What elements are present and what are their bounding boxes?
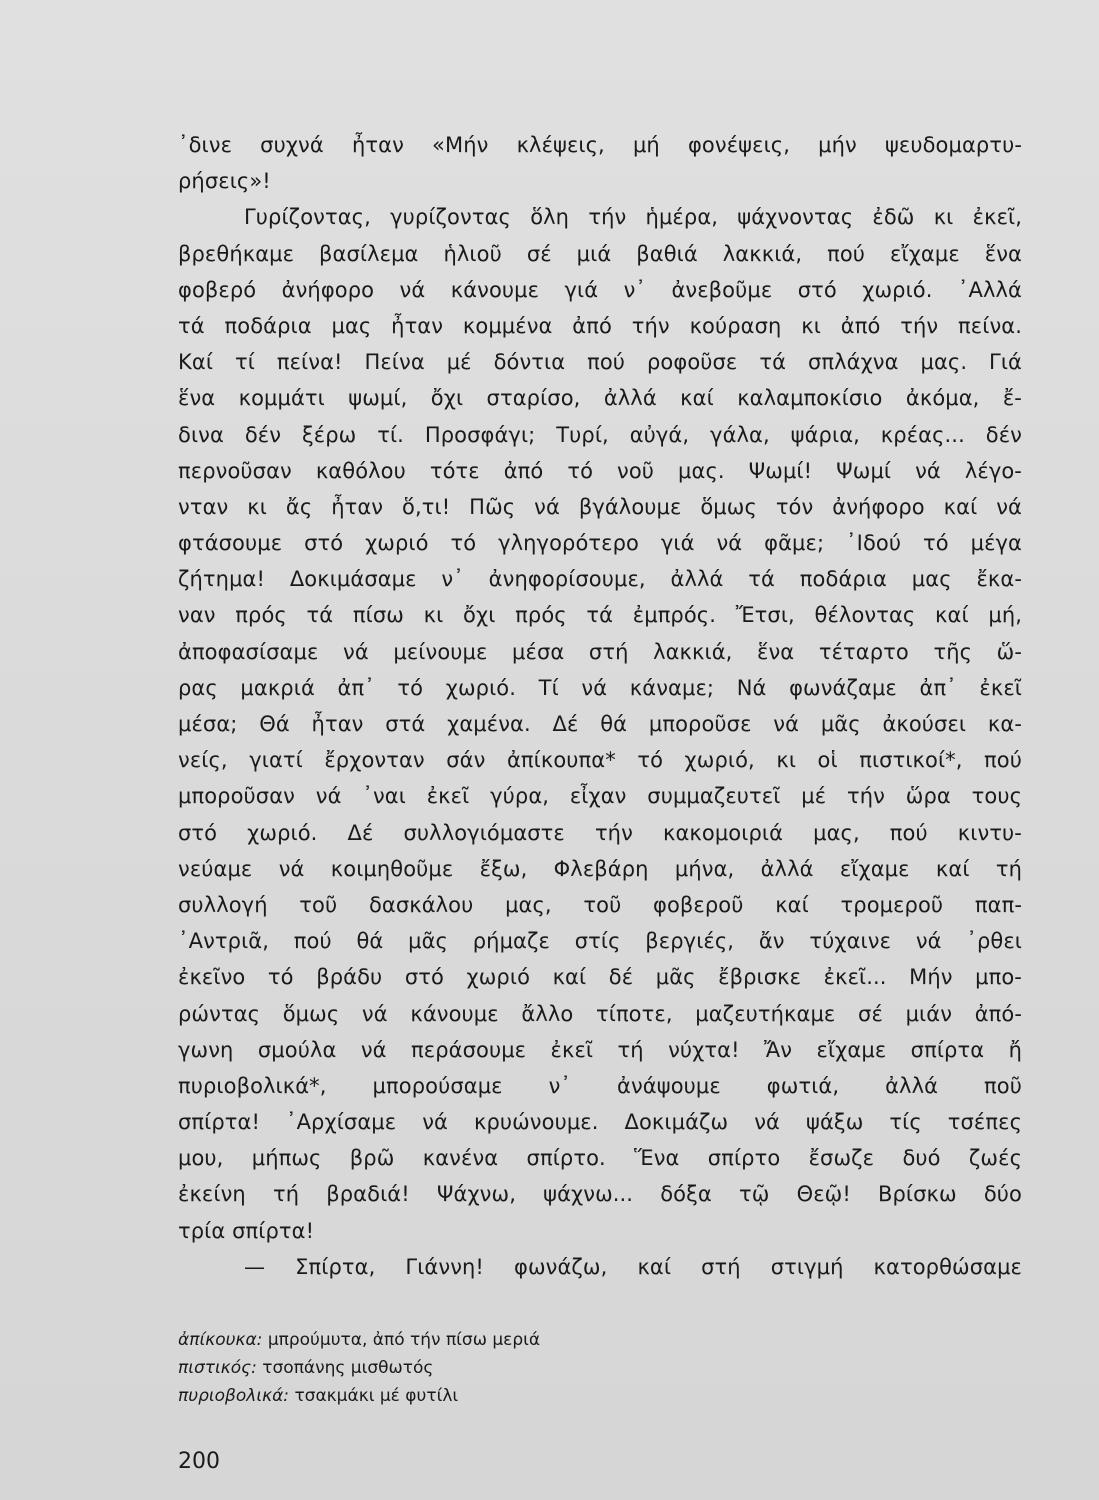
body-text [178,127,1022,1285]
text-line: στό χωριό. Δέ συλλογιόμαστε τήν κακομοιριά μας, πού κιντυ- [178,820,1022,845]
text-line: ρας μακριά ἀπ᾿ τό χωριό. Τί νά κάναμε; Νά φωνάζαμε ἀπ᾿ ἐκεῖ [178,675,1022,700]
text-line: ρώντας ὅμως νά κάνουμε ἄλλο τίποτε, μαζευτήκαμε σέ μιάν ἀπό- [178,1001,1022,1026]
text-line: τά ποδάρια μας ἦταν κομμένα ἀπό τήν κούραση κι ἀπό τήν πείνα. [178,313,1022,338]
text-line: μέσα; Θά ἦταν στά χαμένα. Δέ θά μποροῦσε νά μᾶς ἀκούσει κα- [178,712,1022,736]
footnote-definition: μπρούμυτα, ἀπό τήν πίσω μεριά [267,1330,541,1350]
text-line: μποροῦσαν νά ᾿ναι ἐκεῖ γύρα, εἶχαν συμμαζευτεῖ μέ τήν ὥρα τους [178,784,1022,809]
footnotes [178,1326,878,1410]
text-line: περνοῦσαν καθόλου τότε ἀπό τό νοῦ μας. Ψωμί! Ψωμί νά λέγο- [178,458,1022,483]
footnote [178,1382,878,1410]
text-line: ναν πρός τά πίσω κι ὄχι πρός τά ἐμπρός. Ἔτσι, θέλοντας καί μή, [178,603,1022,628]
text-line: τρία σπίρτα! [178,1218,315,1243]
text-line: Καί τί πείνα! Πείνα μέ δόντια πού ροφοῦσε τά σπλάχνα μας. Γιά [178,350,1022,375]
footnote-definition: τσοπάνης μισθωτός [262,1358,434,1378]
text-line: ἕνα κομμάτι ψωμί, ὄχι σταρίσο, ἀλλά καί καλαμποκίσιο ἀκόμα, ἔ- [178,386,1022,411]
footnote [178,1354,878,1382]
text-line: ἐκείνη τή βραδιά! Ψάχνω, ψάχνω... δόξα τῷ Θεῷ! Βρίσκω δύο [178,1182,1022,1207]
text-line: ρήσεις»! [178,169,271,194]
text-line: ἀποφασίσαμε νά μείνουμε μέσα στή λακκιά, ἕνα τέταρτο τῆς ὥ- [178,639,1022,664]
text-line: μου, μήπως βρῶ κανένα σπίρτο. Ἕνα σπίρτο ἔσωζε δυό ζωές [178,1146,1022,1171]
text-line: νταν κι ἄς ἦταν ὅ,τι! Πῶς νά βγάλουμε ὅμως τόν ἀνήφορο καί νά [178,494,1022,519]
text-line: νεύαμε νά κοιμηθοῦμε ἔξω, Φλεβάρη μήνα, ἀλλά εἴχαμε καί τή [178,856,1022,881]
text-line: νείς, γιατί ἔρχονταν σάν ἀπίκουπα* τό χωριό, κι οἱ πιστικοί*, πού [178,748,1022,773]
text-line: ᾿δινε συχνά ἦταν «Μήν κλέψεις, μή φονέψεις, μήν ψευδομαρτυ- [178,133,1022,157]
footnote-term: ἀπίκουκα: [178,1330,263,1350]
page-number: 200 [178,1449,220,1474]
text-line: σπίρτα! ᾿Αρχίσαμε νά κρυώνουμε. Δοκιμάζω νά ψάξω τίς τσέπες [178,1110,1022,1135]
footnote-definition: τσακμάκι μέ φυτίλι [294,1386,459,1406]
footnote-term: πυριοβολικά: [178,1386,290,1406]
text-line: — Σπίρτα, Γιάννη! φωνάζω, καί στή στιγμή κατορθώσαμε [244,1254,1022,1279]
text-line: πυριοβολικά*, μπορούσαμε ν᾿ ἀνάψουμε φωτιά, ἀλλά ποῦ [178,1073,1022,1098]
footnote-term: πιστικός: [178,1358,257,1378]
text-line: φοβερό ἀνήφορο νά κάνουμε γιά ν᾿ ἀνεβοῦμε στό χωριό. ᾿Αλλά [178,277,1022,302]
text-line: ἐκεῖνο τό βράδυ στό χωριό καί δέ μᾶς ἔβρισκε ἐκεῖ... Μήν μπο- [178,965,1022,990]
text-line: γωνη σμούλα νά περάσουμε ἐκεῖ τή νύχτα! Ἄν εἴχαμε σπίρτα ἤ [178,1037,1022,1062]
text-line: ζήτημα! Δοκιμάσαμε ν᾿ ἀνηφορίσουμε, ἀλλά τά ποδάρια μας ἔκα- [178,567,1022,592]
text-line: ᾿Αντριᾶ, πού θά μᾶς ρήμαζε στίς βεργιές, ἄν τύχαινε νά ᾿ρθει [178,929,1022,954]
text-line: Γυρίζοντας, γυρίζοντας ὅλη τήν ἡμέρα, ψάχνοντας ἐδῶ κι ἐκεῖ, [244,205,1022,230]
footnote [178,1326,878,1354]
text-line: συλλογή τοῦ δασκάλου μας, τοῦ φοβεροῦ καί τρομεροῦ παπ- [178,892,1022,917]
text-line: δινα δέν ξέρω τί. Προσφάγι; Τυρί, αὐγά, γάλα, ψάρια, κρέας... δέν [178,422,1022,447]
text-line: βρεθήκαμε βασίλεμα ἡλιοῦ σέ μιά βαθιά λακκιά, πού εἴχαμε ἕνα [178,241,1022,266]
text-line: φτάσουμε στό χωριό τό γληγορότερο γιά νά φᾶμε; ᾿Ιδού τό μέγα [178,531,1022,556]
